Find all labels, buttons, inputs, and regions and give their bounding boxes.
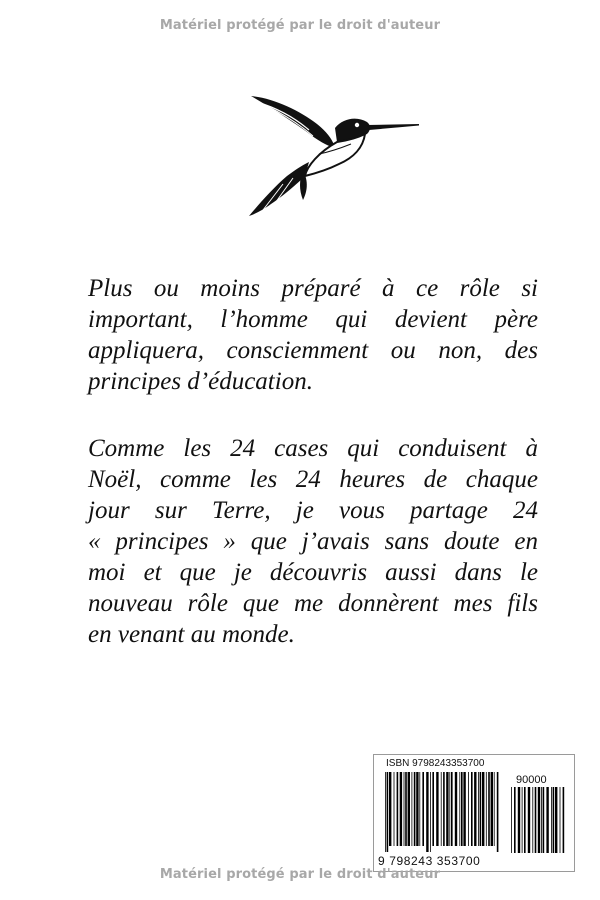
barcode-bar [463, 772, 465, 846]
barcode-bar [408, 772, 410, 846]
barcode-bar [455, 772, 457, 846]
barcode-bar [468, 772, 469, 846]
barcode-bar [449, 772, 450, 846]
barcode-bar [524, 787, 526, 853]
barcode-bar [443, 772, 445, 846]
barcode-bar [451, 772, 453, 846]
isbn-digits: 9 798243 353700 [378, 854, 481, 868]
barcode-bar [430, 772, 431, 852]
price-code: 90000 [516, 774, 547, 786]
barcode-bar [543, 787, 545, 853]
barcode-bar [480, 772, 482, 846]
watermark-top: Matériel protégé par le droit d'auteur [159, 18, 441, 33]
hummingbird-icon [243, 92, 423, 218]
barcode-bar [546, 787, 548, 853]
barcode-bar [486, 772, 487, 846]
paragraph-line: jour sur Terre, je vous partage 24 [88, 497, 538, 524]
paragraph-line: « principes » que j’avais sans doute en [88, 528, 538, 555]
barcode-bar [560, 787, 561, 853]
barcode-bar [471, 772, 473, 846]
barcode-bar [441, 772, 442, 846]
barcode-bar [553, 787, 555, 853]
barcode-bar [494, 772, 495, 846]
barcode-bar [491, 772, 493, 846]
barcode-bar [511, 787, 512, 853]
barcode-bar [426, 772, 428, 852]
barcode-bar [535, 787, 537, 853]
barcode-bar [497, 772, 499, 852]
paragraph-line: moi et que je découvris aussi dans le [88, 559, 538, 586]
barcode-main [384, 772, 502, 852]
barcode-bar [551, 787, 552, 853]
barcode-bar [394, 772, 395, 846]
barcode-bar [541, 787, 542, 853]
barcode-bar [482, 772, 484, 846]
barcode-bar [514, 787, 516, 853]
barcode-bar [459, 772, 460, 846]
barcode-bar [414, 772, 416, 846]
paragraph-line: principes d’éducation. [88, 368, 313, 395]
barcode-bar [528, 787, 530, 853]
isbn-label: ISBN 9798243353700 [386, 758, 485, 769]
barcode-bar [532, 787, 533, 853]
barcode-bar [419, 772, 420, 846]
barcode-bar [412, 772, 413, 846]
barcode-bar [422, 772, 424, 846]
paragraph-line: Noël, comme les 24 heures de chaque [88, 466, 538, 493]
barcode-bar [404, 772, 405, 846]
paragraph-intro [88, 273, 538, 397]
barcode-bar [389, 772, 391, 846]
barcode-bar [461, 772, 463, 846]
paragraph-line: appliquera, consciemment ou non, des [88, 337, 538, 364]
barcode-bar [436, 772, 438, 846]
barcode-bar [432, 772, 434, 846]
barcode-bar [405, 772, 407, 846]
paragraph-line: Comme les 24 cases qui conduisent à [88, 435, 538, 462]
barcode-bar [474, 772, 476, 846]
barcode-bar [555, 787, 557, 853]
barcode-bar [518, 787, 520, 853]
barcode-bar [538, 787, 540, 853]
paragraph-principles [88, 433, 538, 650]
barcode-bar [522, 787, 523, 853]
barcode-bar [478, 772, 479, 846]
barcode-bar [446, 772, 448, 846]
barcode-addon [510, 787, 566, 859]
barcode-bar [397, 772, 399, 846]
barcode-bar [416, 772, 418, 846]
isbn-barcode-box [373, 754, 575, 872]
barcode-bar [387, 772, 389, 852]
barcode-bar [563, 787, 565, 853]
paragraph-line: en venant au monde. [88, 621, 295, 648]
paragraph-line: nouveau rôle que me donnèrent mes fils [88, 590, 538, 617]
paragraph-line: Plus ou moins préparé à ce rôle si [88, 275, 538, 302]
barcode-bar [400, 772, 402, 846]
paragraph-line: important, l’homme qui devient père [88, 306, 538, 333]
barcode-bar [385, 772, 386, 852]
barcode-bar [488, 772, 490, 846]
watermark-bottom: Matériel protégé par le droit d'auteur [159, 867, 441, 882]
